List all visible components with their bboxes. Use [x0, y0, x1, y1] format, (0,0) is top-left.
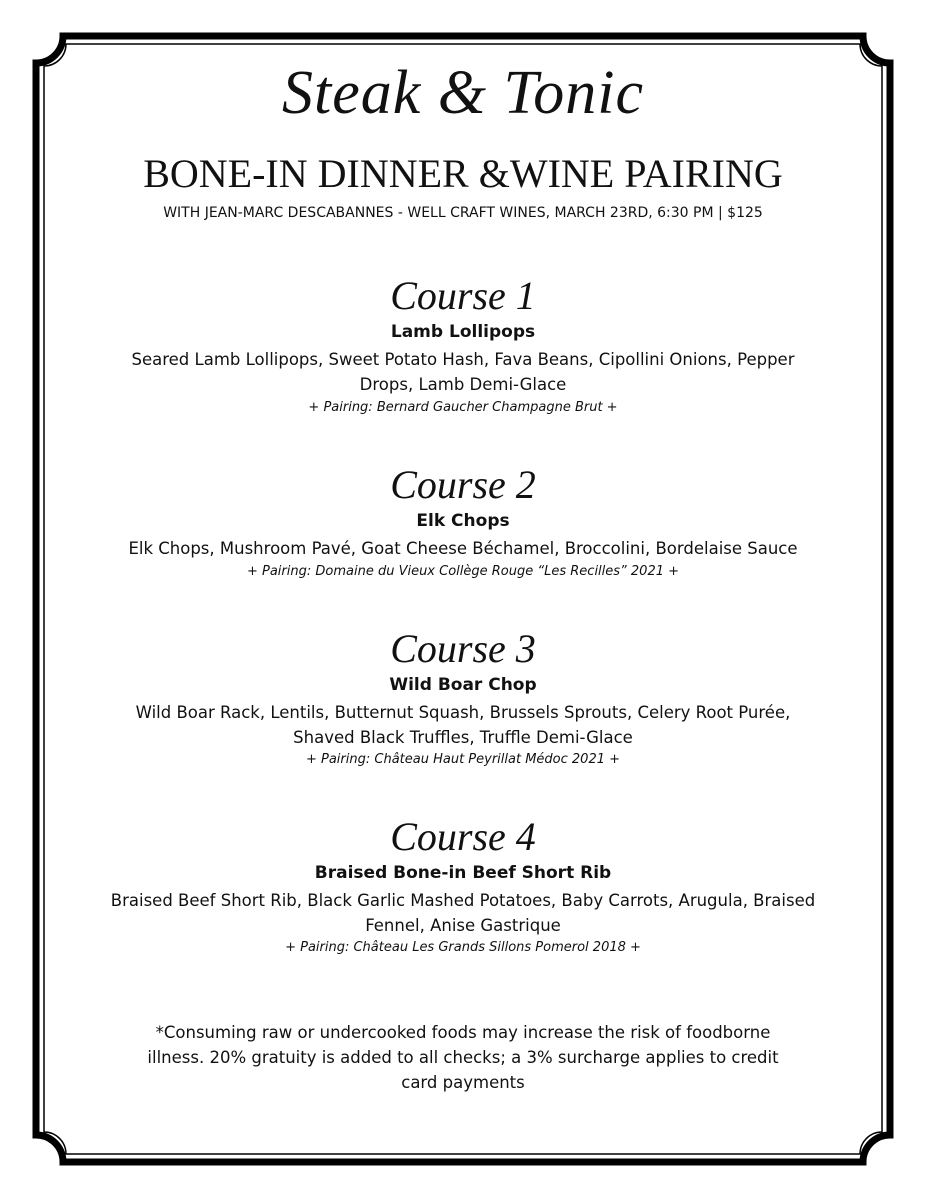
- restaurant-title: Steak & Tonic: [281, 59, 645, 127]
- wine-pairing: + Pairing: Bernard Gaucher Champagne Brut +: [308, 400, 618, 415]
- course-heading: Course 4: [390, 814, 536, 859]
- event-title: BONE-IN DINNER &WINE PAIRING: [143, 151, 783, 196]
- event-info: WITH JEAN-MARC DESCABANNES - WELL CRAFT WINES, MARCH 23RD, 6:30 PM | $125: [163, 205, 763, 221]
- wine-pairing: + Pairing: Château Les Grands Sillons Pomerol 2018 +: [285, 940, 641, 955]
- dish-name: Elk Chops: [416, 511, 510, 531]
- course-heading: Course 2: [390, 462, 536, 507]
- disclaimer-note: *Consuming raw or undercooked foods may increase the risk of foodborne illness. 20% gratuity is added to all checks; a 3% surcharge applies to credit card payments: [147, 1023, 779, 1092]
- dish-description: Elk Chops, Mushroom Pavé, Goat Cheese Béchamel, Broccolini, Bordelaise Sauce: [128, 539, 798, 558]
- dish-name: Lamb Lollipops: [390, 322, 536, 342]
- dish-description: Wild Boar Rack, Lentils, Butternut Squash, Brussels Sprouts, Celery Root Purée, Shaved Black Truffles, Truffle Demi-Glace: [135, 703, 791, 747]
- course-heading: Course 3: [390, 626, 536, 671]
- dish-description: Seared Lamb Lollipops, Sweet Potato Hash, Fava Beans, Cipollini Onions, Pepper Drops, Lamb Demi-Glace: [131, 350, 795, 394]
- dish-name: Wild Boar Chop: [389, 675, 537, 695]
- course-heading: Course 1: [390, 273, 536, 318]
- wine-pairing: + Pairing: Domaine du Vieux Collège Rouge “Les Recilles” 2021 +: [246, 564, 680, 579]
- wine-pairing: + Pairing: Château Haut Peyrillat Médoc 2021 +: [305, 752, 621, 767]
- dish-name: Braised Bone-in Beef Short Rib: [314, 863, 612, 883]
- dish-description: Braised Beef Short Rib, Black Garlic Mashed Potatoes, Baby Carrots, Arugula, Braised Fennel, Anise Gastrique: [110, 891, 816, 935]
